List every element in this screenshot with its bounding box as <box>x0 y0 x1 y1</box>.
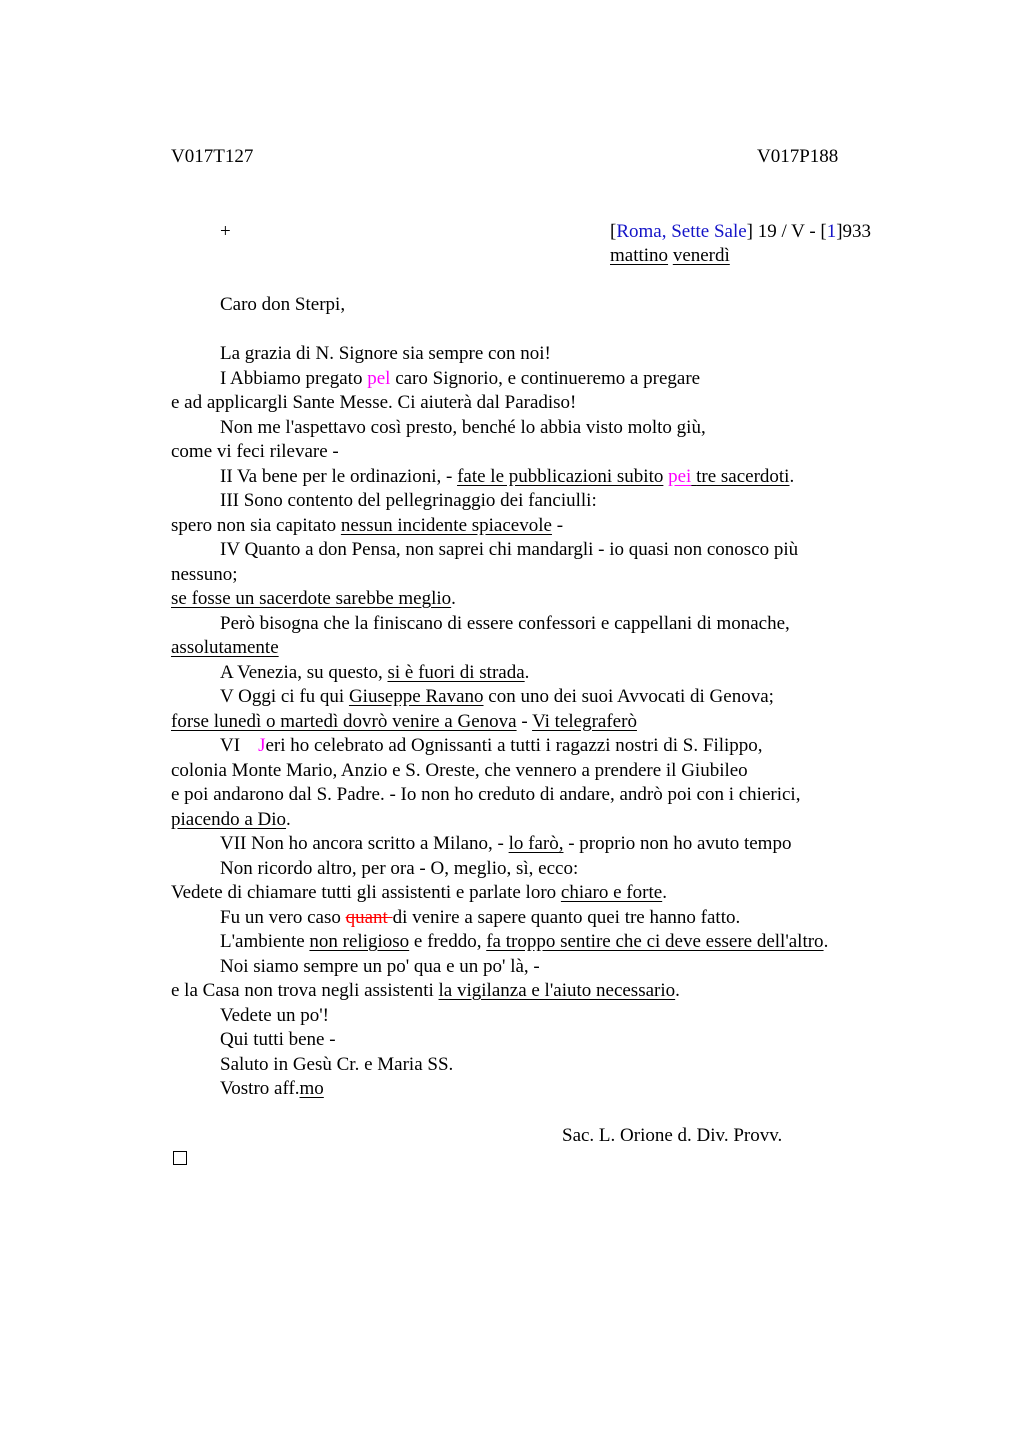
letter-line <box>171 514 931 539</box>
underlined-text: lo farò, <box>508 833 564 854</box>
letter-line <box>171 538 931 563</box>
text: - <box>551 514 564 536</box>
underlined-text: nessun incidente spiacevole <box>340 514 552 536</box>
text: VII Non ho ancora scritto a Milano, - <box>220 833 509 854</box>
text: - <box>516 710 533 732</box>
letter-line <box>171 391 931 416</box>
text: . <box>823 931 829 952</box>
text: e ad applicargli Sante Messe. Ci aiuterà dal Paradiso! <box>171 392 577 413</box>
text: - proprio non ho avuto tempo <box>563 833 792 854</box>
underlined-text: assolutamente <box>171 637 279 658</box>
deleted-text: quant <box>345 906 393 928</box>
underlined-text: piacendo a Dio <box>171 808 287 830</box>
text: I Abbiamo pregato <box>220 367 368 389</box>
letter-line <box>171 808 931 833</box>
letter-line <box>171 342 931 367</box>
letter-line <box>171 857 931 882</box>
text: colonia Monte Mario, Anzio e S. Oreste, che vennero a prendere il Giubileo <box>171 759 748 781</box>
place-name: Roma, Sette Sale <box>616 221 747 242</box>
underlined-text: forse lunedì o martedì dovrò venire a Genova <box>171 710 517 732</box>
letter-line <box>171 636 931 661</box>
underlined-text: fa troppo sentire che ci deve essere dell'altro <box>486 931 824 952</box>
letter-line <box>171 1028 931 1053</box>
text: Fu un vero caso <box>220 906 346 928</box>
text: di venire a sapere quanto quei tre hanno fatto. <box>392 906 741 928</box>
text: eri ho celebrato ad Ognissanti a tutti i ragazzi nostri di S. Filippo, <box>265 735 763 756</box>
underlined-text: Vi telegraferò <box>532 710 637 732</box>
text: IV Quanto a don Pensa, non saprei chi mandargli - io quasi non conosco più <box>220 539 799 560</box>
letter-line <box>171 416 931 441</box>
text: . <box>789 465 795 487</box>
document-code-left: V017T127 <box>171 146 254 167</box>
text: . <box>286 808 291 830</box>
letter-line <box>171 489 931 514</box>
editorial-insert: pel <box>367 367 391 389</box>
bracket-open: [ <box>610 221 617 242</box>
letter-line <box>171 832 931 857</box>
text: L'ambiente <box>220 931 310 952</box>
underlined-text: la vigilanza e l'aiuto necessario <box>438 980 676 1001</box>
text: La grazia di N. Signore sia sempre con noi! <box>220 343 551 364</box>
text: spero non sia capitato <box>171 514 341 536</box>
underlined-text: fate le pubblicazioni subito <box>457 465 664 487</box>
text: VI <box>220 735 241 756</box>
letter-line <box>171 734 931 759</box>
letter-line <box>171 612 931 637</box>
text: V Oggi ci fu qui <box>220 686 349 707</box>
text: Noi siamo sempre un po' qua e un po' là, - <box>220 955 540 977</box>
text: nessuno; <box>171 563 238 585</box>
text: . <box>675 980 680 1001</box>
letter-line <box>171 1053 931 1078</box>
text: come vi feci rilevare - <box>171 441 339 462</box>
document-code-right: V017P188 <box>757 146 839 167</box>
letter-line <box>171 367 931 392</box>
text: Vedete un po'! <box>220 1004 329 1026</box>
text: II Va bene per le ordinazioni, - <box>220 465 458 487</box>
editorial-insert: J <box>258 735 266 756</box>
cross-symbol: + <box>220 221 231 242</box>
text: Saluto in Gesù Cr. e Maria SS. <box>220 1053 454 1075</box>
letter-line <box>171 563 931 588</box>
letter-body <box>171 342 931 1102</box>
letter-line <box>171 1077 931 1102</box>
underlined-text: se fosse un sacerdote sarebbe meglio <box>171 588 452 609</box>
text: . <box>662 882 667 903</box>
letter-line <box>171 465 931 490</box>
letter-line <box>171 906 931 931</box>
underlined-text: si è fuori di strada <box>387 661 525 683</box>
text: Qui tutti bene - <box>220 1029 336 1050</box>
text: Non ricordo altro, per ora - O, meglio, sì, ecco: <box>220 857 579 879</box>
text: caro Signorio, e continueremo a pregare <box>390 367 701 389</box>
letter-line <box>171 759 931 784</box>
text: III Sono contento del pellegrinaggio dei fanciulli: <box>220 490 597 511</box>
letter-line <box>171 1004 931 1029</box>
text: Però bisogna che la finiscano di essere confessori e cappellani di monache, <box>220 612 790 634</box>
text: con uno dei suoi Avvocati di Genova; <box>483 686 774 707</box>
date-middle: ] 19 / V - [ <box>746 221 827 242</box>
letter-line <box>171 710 931 735</box>
text: . <box>451 588 456 609</box>
letter-line <box>171 587 931 612</box>
time-of-day: mattino <box>610 245 669 266</box>
underlined-text: mo <box>299 1078 324 1099</box>
place-date-line <box>610 220 871 244</box>
salutation: Caro don Sterpi, <box>220 294 346 315</box>
letter-line <box>171 930 931 955</box>
letter-line <box>171 881 931 906</box>
weekday: venerdì <box>672 245 730 266</box>
letter-line <box>171 783 931 808</box>
letter-line <box>171 979 931 1004</box>
text: e la Casa non trova negli assistenti <box>171 980 439 1001</box>
end-marker-box-icon <box>173 1151 187 1165</box>
date-tail: ]933 <box>836 221 872 242</box>
letter-line <box>171 685 931 710</box>
underlined-text: non religioso <box>309 931 410 952</box>
text: Non me l'aspettavo così presto, benché lo abbia visto molto giù, <box>220 416 706 438</box>
text: Vostro aff. <box>220 1078 300 1099</box>
underlined-text: Giuseppe Ravano <box>348 686 484 707</box>
time-line <box>610 244 730 268</box>
letter-line <box>171 955 931 980</box>
text: . <box>524 661 530 683</box>
signature: Sac. L. Orione d. Div. Provv. <box>562 1125 783 1146</box>
letter-line <box>171 440 931 465</box>
underlined-text: chiaro e forte <box>560 882 663 903</box>
underlined-text: tre sacerdoti <box>696 465 790 487</box>
letter-line <box>171 661 931 686</box>
editorial-insert: pei <box>668 465 692 487</box>
text: e freddo, <box>409 931 487 952</box>
text: A Venezia, su questo, <box>220 661 388 683</box>
date-day-digit: 1 <box>826 221 837 242</box>
text: Vedete di chiamare tutti gli assistenti e parlate loro <box>171 882 561 903</box>
text: e poi andarono dal S. Padre. - Io non ho creduto di andare, andrò poi con i chierici, <box>171 784 801 805</box>
